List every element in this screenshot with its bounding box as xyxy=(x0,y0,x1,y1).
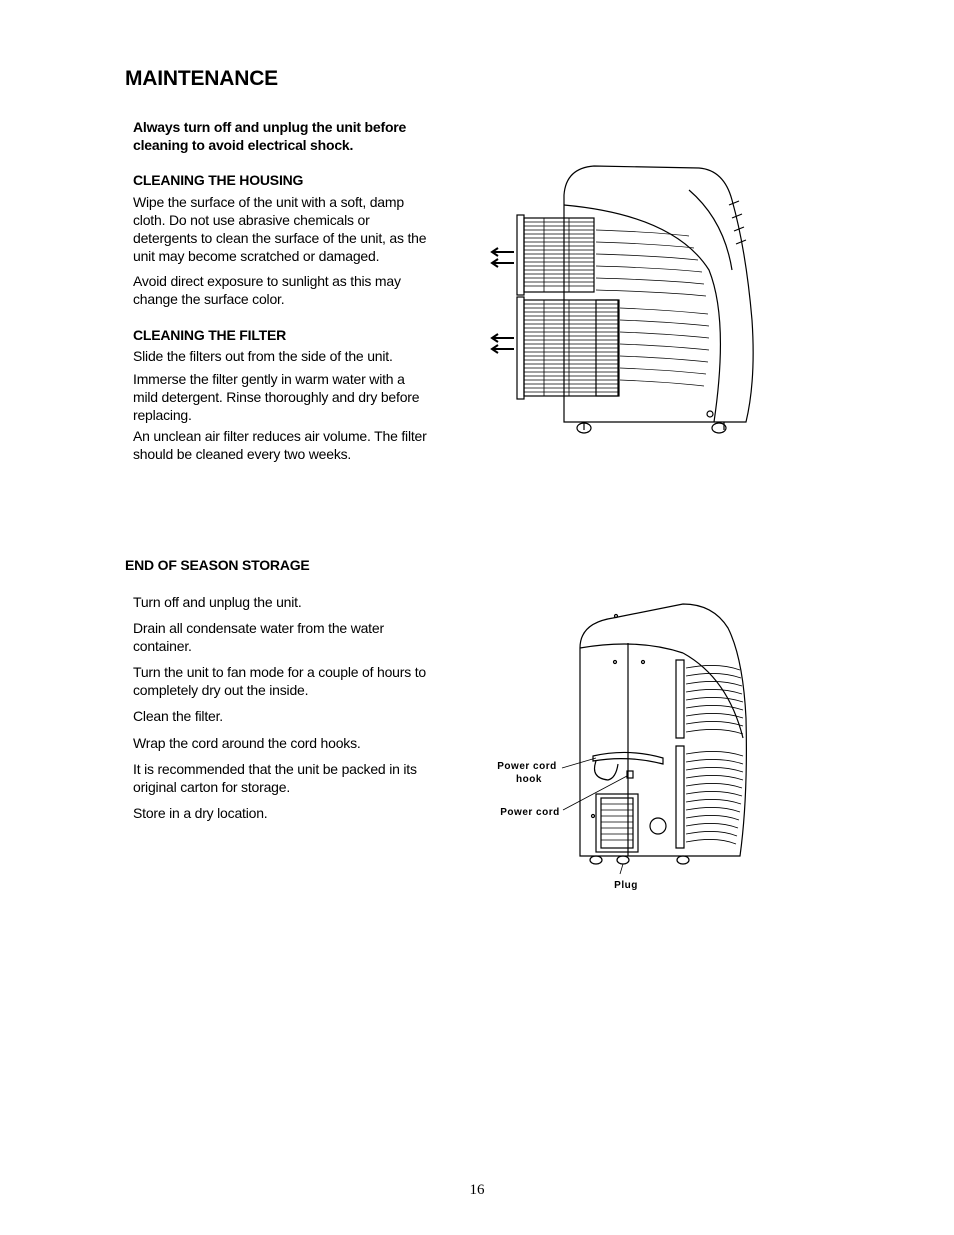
rear-grille xyxy=(601,665,743,844)
storage-item-3: Turn the unit to fan mode for a couple of hours to completely dry out the inside. xyxy=(133,664,426,698)
page-title: MAINTENANCE xyxy=(125,67,278,90)
housing-paragraph-1: Wipe the surface of the unit with a soft, damp cloth. Do not use abrasive chemicals or detergents to clean the surface of the unit, as the unit may become scratched or damaged. xyxy=(133,194,427,264)
storage-item-7: Store in a dry location. xyxy=(133,805,268,821)
filter-paragraph-1: Slide the filters out from the side of the unit. xyxy=(133,348,393,364)
power-cord-hook-label-line2: hook xyxy=(516,774,542,785)
filter-paragraph-2: Immerse the filter gently in warm water with a mild detergent. Rinse thoroughly and dry before replacing. xyxy=(133,371,420,423)
storage-item-2: Drain all condensate water from the water container. xyxy=(133,620,384,654)
storage-rear-diagram xyxy=(488,598,764,898)
filter-paragraph-3: An unclean air filter reduces air volume. The filter should be cleaned every two weeks. xyxy=(133,428,427,462)
storage-item-4: Clean the filter. xyxy=(133,708,223,724)
storage-item-5: Wrap the cord around the cord hooks. xyxy=(133,735,361,751)
storage-item-6: It is recommended that the unit be packed in its original carton for storage. xyxy=(133,761,417,795)
housing-heading: CLEANING THE HOUSING xyxy=(133,172,304,188)
housing-paragraph-2: Avoid direct exposure to sunlight as this may change the surface color. xyxy=(133,273,401,307)
power-cord-label: Power cord xyxy=(500,807,560,818)
page-number: 16 xyxy=(469,1182,485,1198)
storage-heading: END OF SEASON STORAGE xyxy=(125,557,310,573)
plug-label: Plug xyxy=(614,880,638,891)
filter-removal-diagram xyxy=(484,160,764,445)
power-cord-hook-label-line1: Power cord xyxy=(497,761,557,772)
safety-warning: Always turn off and unplug the unit before cleaning to avoid electrical shock. xyxy=(133,119,407,153)
slide-out-arrows xyxy=(492,248,514,353)
filter-heading: CLEANING THE FILTER xyxy=(133,327,287,343)
filter-pleats xyxy=(524,218,619,396)
storage-item-1: Turn off and unplug the unit. xyxy=(133,594,302,610)
